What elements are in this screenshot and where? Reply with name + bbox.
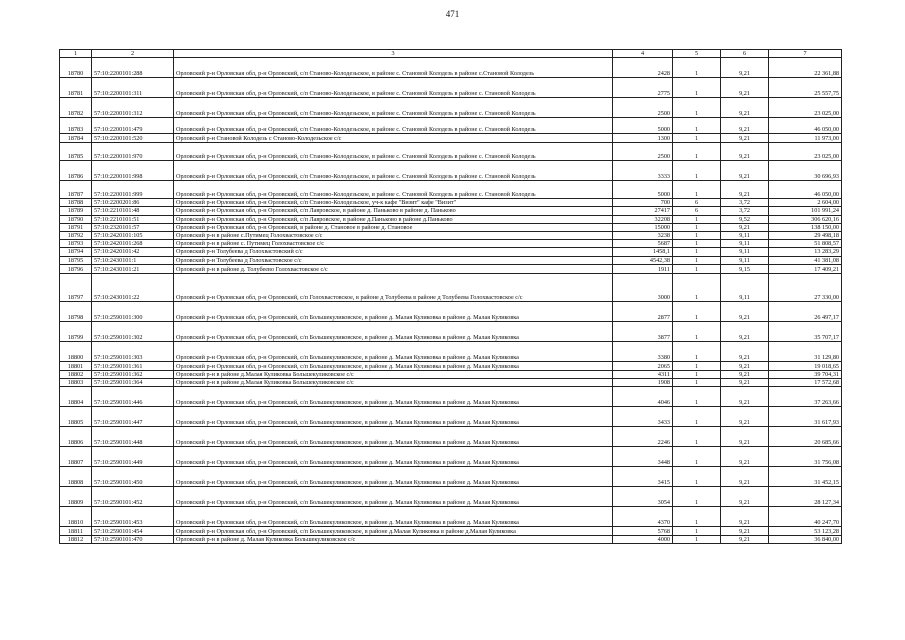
coefficient: 1 bbox=[673, 232, 721, 240]
plot-area: 5768 bbox=[613, 527, 673, 536]
table-row bbox=[60, 256, 842, 264]
cadastral-number: 57:10:2200101:970 bbox=[92, 143, 174, 161]
tax-rate: 9,21 bbox=[721, 78, 769, 98]
row-number: 18781 bbox=[60, 78, 92, 98]
table-row bbox=[60, 387, 842, 407]
tax-rate: 9,21 bbox=[721, 387, 769, 407]
plot-description: Орловский р-н Орловская обл, р-н Орловский, с/п Большекуликовское, в районе д. Малая Куликовка в районе д. Малая Куликовка bbox=[174, 447, 613, 467]
table-row bbox=[60, 240, 842, 248]
cadastral-number: 57:10:2200101:520 bbox=[92, 134, 174, 143]
plot-area: 5000 bbox=[613, 118, 673, 134]
column-header: 4 bbox=[613, 50, 673, 58]
row-number: 18788 bbox=[60, 199, 92, 207]
row-number: 18795 bbox=[60, 256, 92, 264]
row-number: 18790 bbox=[60, 215, 92, 223]
plot-area: 27417 bbox=[613, 207, 673, 215]
row-number: 18798 bbox=[60, 301, 92, 321]
table-row bbox=[60, 427, 842, 447]
row-number: 18801 bbox=[60, 361, 92, 370]
amount: 29 498,18 bbox=[769, 232, 842, 240]
row-number: 18785 bbox=[60, 143, 92, 161]
amount: 138 150,00 bbox=[769, 223, 842, 231]
plot-area: 700 bbox=[613, 199, 673, 207]
cadastral-number: 57:10:2590101:446 bbox=[92, 387, 174, 407]
coefficient: 1 bbox=[673, 447, 721, 467]
cadastral-number: 57:10:2420101:268 bbox=[92, 240, 174, 248]
cadastral-number: 57:10:2200101:312 bbox=[92, 98, 174, 118]
plot-area: 2428 bbox=[613, 58, 673, 78]
tax-rate: 9,21 bbox=[721, 536, 769, 544]
plot-description: Орловский р-н в районе д.Малая Куликовка Большекуликовское с/с bbox=[174, 379, 613, 387]
coefficient: 1 bbox=[673, 321, 721, 341]
plot-description: Орловский р-н Орловская обл, р-н Орловский, с/п Большекуликовское, в районе д. Малая Куликовка в районе д. Малая Куликовка bbox=[174, 427, 613, 447]
row-number: 18782 bbox=[60, 98, 92, 118]
cadastral-number: 57:10:2590101:361 bbox=[92, 361, 174, 370]
amount: 17 572,68 bbox=[769, 379, 842, 387]
plot-area: 2775 bbox=[613, 78, 673, 98]
amount: 23 025,00 bbox=[769, 98, 842, 118]
coefficient: 1 bbox=[673, 507, 721, 527]
table-row bbox=[60, 361, 842, 370]
coefficient: 1 bbox=[673, 341, 721, 361]
row-number: 18809 bbox=[60, 487, 92, 507]
row-number: 18791 bbox=[60, 223, 92, 231]
plot-description: Орловский р-н Орловская обл, р-н Орловский, с/п Большекуликовское, в районе д. Малая Куликовка в районе д. Малая Куликовка bbox=[174, 321, 613, 341]
coefficient: 1 bbox=[673, 370, 721, 378]
row-number: 18808 bbox=[60, 467, 92, 487]
cadastral-number: 57:10:2590101:300 bbox=[92, 301, 174, 321]
plot-description: Орловский р-н Орловская обл, р-н Орловский, с/п Станово-Колодезьское, в районе с. Становой Колодезь в районе с. Становой Колодезь bbox=[174, 181, 613, 199]
tax-rate: 9,21 bbox=[721, 118, 769, 134]
cadastral-number: 57:10:2420101:105 bbox=[92, 232, 174, 240]
coefficient: 1 bbox=[673, 273, 721, 301]
plot-description: Орловский р-н Орловская обл, р-н Орловский, с/п Голохвастовское, в районе д Толубеева в районе д Толубеева Голохвастовское с/с bbox=[174, 273, 613, 301]
column-header: 2 bbox=[92, 50, 174, 58]
plot-description: Орловский р-н Орловская обл, р-н Орловский, с/п Большекуликовское, в районе д. Малая Куликовка в районе д. Малая Куликовка bbox=[174, 341, 613, 361]
column-header: 6 bbox=[721, 50, 769, 58]
amount: 53 123,28 bbox=[769, 527, 842, 536]
amount: 101 991,24 bbox=[769, 207, 842, 215]
tax-rate: 9,21 bbox=[721, 407, 769, 427]
cadastral-number: 57:10:2590101:449 bbox=[92, 447, 174, 467]
table-row bbox=[60, 207, 842, 215]
table-row bbox=[60, 536, 842, 544]
table-row bbox=[60, 341, 842, 361]
coefficient: 1 bbox=[673, 143, 721, 161]
plot-area: 32208 bbox=[613, 215, 673, 223]
page-number: 471 bbox=[445, 9, 460, 19]
plot-area: 5000 bbox=[613, 181, 673, 199]
cadastral-number: 57:10:2210101:51 bbox=[92, 215, 174, 223]
amount: 17 409,21 bbox=[769, 264, 842, 273]
tax-rate: 9,11 bbox=[721, 256, 769, 264]
row-number: 18800 bbox=[60, 341, 92, 361]
table-row bbox=[60, 467, 842, 487]
plot-description: Орловский р-н Орловская обл, р-н Орловский, с/п Станово-Колодезьское, уч-к кафе "Визит" кафе "Визит" bbox=[174, 199, 613, 207]
row-number: 18796 bbox=[60, 264, 92, 273]
amount: 31 756,08 bbox=[769, 447, 842, 467]
table-row bbox=[60, 370, 842, 378]
tax-rate: 9,11 bbox=[721, 240, 769, 248]
table-row bbox=[60, 447, 842, 467]
amount: 27 330,00 bbox=[769, 273, 842, 301]
cadastral-number: 57:10:2210101:48 bbox=[92, 207, 174, 215]
plot-description: Орловский р-н Толубеева д Голохвастовский с/с bbox=[174, 248, 613, 256]
plot-area: 2065 bbox=[613, 361, 673, 370]
plot-area: 3054 bbox=[613, 487, 673, 507]
plot-area: 4542,38 bbox=[613, 256, 673, 264]
tax-rate: 9,21 bbox=[721, 361, 769, 370]
coefficient: 1 bbox=[673, 223, 721, 231]
amount: 28 127,34 bbox=[769, 487, 842, 507]
amount: 20 685,66 bbox=[769, 427, 842, 447]
tax-rate: 9,21 bbox=[721, 134, 769, 143]
tax-rate: 9,11 bbox=[721, 232, 769, 240]
row-number: 18811 bbox=[60, 527, 92, 536]
amount: 2 604,00 bbox=[769, 199, 842, 207]
amount: 25 557,75 bbox=[769, 78, 842, 98]
cadastral-number: 57:10:2430101:22 bbox=[92, 273, 174, 301]
coefficient: 1 bbox=[673, 134, 721, 143]
plot-description: Орловский р-н Становой Колодезь с Станово-Колодезьское с/с bbox=[174, 134, 613, 143]
plot-description: Орловский р-н в районе д.Малая Куликовка Большекуликовское с/с bbox=[174, 370, 613, 378]
coefficient: 1 bbox=[673, 487, 721, 507]
tax-rate: 9,21 bbox=[721, 507, 769, 527]
amount: 41 381,08 bbox=[769, 256, 842, 264]
amount: 30 696,93 bbox=[769, 161, 842, 181]
tax-rate: 9,21 bbox=[721, 527, 769, 536]
table-row bbox=[60, 507, 842, 527]
plot-description: Орловский р-н в районе д. Толубеево Голохвастовское с/с bbox=[174, 264, 613, 273]
cadastral-number: 57:10:2590101:453 bbox=[92, 507, 174, 527]
tax-rate: 9,11 bbox=[721, 248, 769, 256]
tax-rate: 9,21 bbox=[721, 58, 769, 78]
land-plot-registry-table bbox=[59, 49, 842, 544]
cadastral-number: 57:10:2200101:998 bbox=[92, 161, 174, 181]
plot-area: 2500 bbox=[613, 98, 673, 118]
plot-description: Орловский р-н Орловская обл, р-н Орловский, с/п Большекуликовское, в районе д. Малая Куликовка в районе д. Малая Куликовка bbox=[174, 407, 613, 427]
tax-rate: 9,21 bbox=[721, 181, 769, 199]
tax-rate: 9,21 bbox=[721, 341, 769, 361]
amount: 26 497,17 bbox=[769, 301, 842, 321]
table-row bbox=[60, 143, 842, 161]
table-row bbox=[60, 264, 842, 273]
row-number: 18804 bbox=[60, 387, 92, 407]
cadastral-number: 57:10:2430101:1 bbox=[92, 256, 174, 264]
plot-area: 3000 bbox=[613, 273, 673, 301]
cadastral-number: 57:10:2430101:21 bbox=[92, 264, 174, 273]
coefficient: 1 bbox=[673, 256, 721, 264]
row-number: 18812 bbox=[60, 536, 92, 544]
plot-area: 1911 bbox=[613, 264, 673, 273]
row-number: 18807 bbox=[60, 447, 92, 467]
table-row bbox=[60, 321, 842, 341]
row-number: 18789 bbox=[60, 207, 92, 215]
plot-area: 4311 bbox=[613, 370, 673, 378]
table-row bbox=[60, 181, 842, 199]
plot-area: 1300 bbox=[613, 134, 673, 143]
plot-description: Орловский р-н в районе с.Путимец Голохвастовское с/с bbox=[174, 232, 613, 240]
plot-area: 2877 bbox=[613, 301, 673, 321]
amount: 13 283,29 bbox=[769, 248, 842, 256]
plot-area: 3448 bbox=[613, 447, 673, 467]
table-row bbox=[60, 223, 842, 231]
plot-description: Орловский р-н Орловская обл, р-н Орловский, с/п Станово-Колодезьское, в районе с. Становой Колодезь в районе с. Становой Колодезь bbox=[174, 78, 613, 98]
tax-rate: 9,21 bbox=[721, 143, 769, 161]
table-row bbox=[60, 527, 842, 536]
amount: 11 973,00 bbox=[769, 134, 842, 143]
tax-rate: 9,21 bbox=[721, 467, 769, 487]
table-row bbox=[60, 487, 842, 507]
row-number: 18805 bbox=[60, 407, 92, 427]
row-number: 18802 bbox=[60, 370, 92, 378]
column-number-header bbox=[60, 50, 842, 58]
row-number: 18792 bbox=[60, 232, 92, 240]
table-row bbox=[60, 273, 842, 301]
cadastral-number: 57:10:2200101:999 bbox=[92, 181, 174, 199]
table-row bbox=[60, 248, 842, 256]
table-row bbox=[60, 118, 842, 134]
row-number: 18786 bbox=[60, 161, 92, 181]
row-number: 18787 bbox=[60, 181, 92, 199]
amount: 23 025,00 bbox=[769, 143, 842, 161]
row-number: 18797 bbox=[60, 273, 92, 301]
tax-rate: 9,52 bbox=[721, 215, 769, 223]
coefficient: 1 bbox=[673, 379, 721, 387]
plot-description: Орловский р-н в районе с. Путимец Голохвастовское с/с bbox=[174, 240, 613, 248]
amount: 35 707,17 bbox=[769, 321, 842, 341]
row-number: 18783 bbox=[60, 118, 92, 134]
cadastral-number: 57:10:2590101:302 bbox=[92, 321, 174, 341]
cadastral-number: 57:10:2590101:303 bbox=[92, 341, 174, 361]
amount: 39 704,31 bbox=[769, 370, 842, 378]
coefficient: 1 bbox=[673, 161, 721, 181]
plot-area: 3433 bbox=[613, 407, 673, 427]
amount: 46 050,00 bbox=[769, 181, 842, 199]
coefficient: 1 bbox=[673, 536, 721, 544]
cadastral-number: 57:10:2590101:450 bbox=[92, 467, 174, 487]
amount: 46 050,00 bbox=[769, 118, 842, 134]
cadastral-number: 57:10:2590101:362 bbox=[92, 370, 174, 378]
plot-description: Орловский р-н Орловская обл, р-н Орловский, с/п Станово-Колодезьское, в районе с. Становой Колодезь в районе с. Становой Колодезь bbox=[174, 161, 613, 181]
row-number: 18793 bbox=[60, 240, 92, 248]
cadastral-number: 57:10:2200201:86 bbox=[92, 199, 174, 207]
table-row bbox=[60, 407, 842, 427]
plot-description: Орловский р-н Орловская обл, р-н Орловский, с/п Большекуликовское, в районе д. Малая Куликовка в районе д. Малая Куликовка bbox=[174, 467, 613, 487]
coefficient: 1 bbox=[673, 181, 721, 199]
plot-area: 1458,1 bbox=[613, 248, 673, 256]
coefficient: 1 bbox=[673, 387, 721, 407]
table-row bbox=[60, 379, 842, 387]
cadastral-number: 57:10:2320101:57 bbox=[92, 223, 174, 231]
plot-area: 3877 bbox=[613, 321, 673, 341]
cadastral-number: 57:10:2590101:364 bbox=[92, 379, 174, 387]
tax-rate: 9,21 bbox=[721, 370, 769, 378]
table-row bbox=[60, 301, 842, 321]
plot-description: Орловский р-н Орловская обл, р-н Орловский, с/п Лавровское, в районе д.Паньково в районе д.Паньково bbox=[174, 215, 613, 223]
coefficient: 1 bbox=[673, 527, 721, 536]
plot-description: Орловский р-н в районе д. Малая Куликовка Большекуликовское с/с bbox=[174, 536, 613, 544]
plot-description: Орловский р-н Орловская обл, р-н Орловский, с/п Станово-Колодезьское, в районе с. Становой Колодезь в районе с.Становой Колодезь bbox=[174, 58, 613, 78]
plot-area: 3380 bbox=[613, 341, 673, 361]
coefficient: 1 bbox=[673, 78, 721, 98]
column-header: 7 bbox=[769, 50, 842, 58]
tax-rate: 9,21 bbox=[721, 487, 769, 507]
tax-rate: 9,21 bbox=[721, 321, 769, 341]
table-row bbox=[60, 232, 842, 240]
row-number: 18799 bbox=[60, 321, 92, 341]
row-number: 18810 bbox=[60, 507, 92, 527]
plot-description: Орловский р-н Орловская обл, р-н Орловский, с/п Большекуликовское, в районе д. Малая Куликовка в районе д. Малая Куликовка bbox=[174, 301, 613, 321]
column-header: 1 bbox=[60, 50, 92, 58]
row-number: 18780 bbox=[60, 58, 92, 78]
amount: 22 361,88 bbox=[769, 58, 842, 78]
table-row bbox=[60, 215, 842, 223]
plot-description: Орловский р-н Орловская обл, р-н Орловский, с/п Станово-Колодезьское, в районе с. Становой Колодезь в районе с. Становой Колодезь bbox=[174, 143, 613, 161]
tax-rate: 9,21 bbox=[721, 301, 769, 321]
plot-area: 4370 bbox=[613, 507, 673, 527]
plot-description: Орловский р-н Орловская обл, р-н Орловский, с/п Большекуликовское, в районе д. Малая Куликовка в районе д. Малая Куликовка bbox=[174, 487, 613, 507]
amount: 31 129,80 bbox=[769, 341, 842, 361]
cadastral-number: 57:10:2590101:454 bbox=[92, 527, 174, 536]
table-row bbox=[60, 199, 842, 207]
cadastral-number: 57:10:2590101:452 bbox=[92, 487, 174, 507]
row-number: 18806 bbox=[60, 427, 92, 447]
cadastral-number: 57:10:2200101:311 bbox=[92, 78, 174, 98]
cadastral-number: 57:10:2590101:448 bbox=[92, 427, 174, 447]
cadastral-number: 57:10:2200101:288 bbox=[92, 58, 174, 78]
table-row bbox=[60, 161, 842, 181]
tax-rate: 9,21 bbox=[721, 379, 769, 387]
cadastral-number: 57:10:2420101:42 bbox=[92, 248, 174, 256]
coefficient: 6 bbox=[673, 199, 721, 207]
plot-description: Орловский р-н Толубеева д Голохвастовское с/с bbox=[174, 256, 613, 264]
plot-description: Орловский р-н Орловская обл, р-н Орловский, с/п Станово-Колодезьское, в районе с. Становой Колодезь в районе с. Становой Колодезь bbox=[174, 98, 613, 118]
tax-rate: 9,21 bbox=[721, 223, 769, 231]
table-row bbox=[60, 78, 842, 98]
amount: 51 808,57 bbox=[769, 240, 842, 248]
coefficient: 1 bbox=[673, 118, 721, 134]
coefficient: 1 bbox=[673, 264, 721, 273]
coefficient: 1 bbox=[673, 361, 721, 370]
column-header: 3 bbox=[174, 50, 613, 58]
tax-rate: 9,15 bbox=[721, 264, 769, 273]
cadastral-number: 57:10:2590101:447 bbox=[92, 407, 174, 427]
coefficient: 6 bbox=[673, 207, 721, 215]
tax-rate: 9,21 bbox=[721, 98, 769, 118]
plot-description: Орловский р-н Орловская обл, р-н Орловский, с/п Большекуликовское, в районе д. Малая Куликовка в районе д. Малая Куликовка bbox=[174, 507, 613, 527]
table-row bbox=[60, 58, 842, 78]
row-number: 18784 bbox=[60, 134, 92, 143]
amount: 19 018,65 bbox=[769, 361, 842, 370]
coefficient: 1 bbox=[673, 98, 721, 118]
table-row bbox=[60, 134, 842, 143]
coefficient: 1 bbox=[673, 407, 721, 427]
plot-area: 4046 bbox=[613, 387, 673, 407]
tax-rate: 3,72 bbox=[721, 199, 769, 207]
plot-description: Орловский р-н Орловская обл, р-н Орловский, с/п Большекуликовское, в районе д. Малая Куликовка в районе д. Малая Куликовка bbox=[174, 387, 613, 407]
plot-description: Орловский р-н Орловская обл, р-н Орловский, в районе д. Становое в районе д. Становое bbox=[174, 223, 613, 231]
amount: 31 452,15 bbox=[769, 467, 842, 487]
row-number: 18794 bbox=[60, 248, 92, 256]
tax-rate: 3,72 bbox=[721, 207, 769, 215]
cadastral-number: 57:10:2200101:479 bbox=[92, 118, 174, 134]
plot-area: 2246 bbox=[613, 427, 673, 447]
amount: 306 620,16 bbox=[769, 215, 842, 223]
coefficient: 1 bbox=[673, 248, 721, 256]
coefficient: 1 bbox=[673, 301, 721, 321]
plot-area: 1908 bbox=[613, 379, 673, 387]
coefficient: 1 bbox=[673, 240, 721, 248]
plot-area: 3415 bbox=[613, 467, 673, 487]
plot-description: Орловский р-н Орловская обл, р-н Орловский, с/п Большекуликовское, в районе д. Малая Куликовка в районе д. Малая Куликовка bbox=[174, 361, 613, 370]
amount: 37 263,66 bbox=[769, 387, 842, 407]
plot-description: Орловский р-н Орловская обл, р-н Орловский, с/п Лавровское, в районе д. Паньково в районе д. Паньково bbox=[174, 207, 613, 215]
amount: 36 840,00 bbox=[769, 536, 842, 544]
plot-area: 3238 bbox=[613, 232, 673, 240]
plot-area: 2500 bbox=[613, 143, 673, 161]
plot-area: 15000 bbox=[613, 223, 673, 231]
tax-rate: 9,21 bbox=[721, 161, 769, 181]
tax-rate: 9,21 bbox=[721, 447, 769, 467]
row-number: 18803 bbox=[60, 379, 92, 387]
amount: 31 617,93 bbox=[769, 407, 842, 427]
coefficient: 1 bbox=[673, 467, 721, 487]
coefficient: 1 bbox=[673, 215, 721, 223]
plot-description: Орловский р-н Орловская обл, р-н Орловский, с/п Станово-Колодезьское, в районе с. Становой Колодезь в районе с. Становой Колодезь bbox=[174, 118, 613, 134]
plot-area: 4000 bbox=[613, 536, 673, 544]
coefficient: 1 bbox=[673, 427, 721, 447]
table-row bbox=[60, 98, 842, 118]
plot-description: Орловский р-н Орловская обл, р-н Орловский, с/п Большекуликовское, в районе д.Малая Куликовка в районе д.Малая Куликовка bbox=[174, 527, 613, 536]
tax-rate: 9,11 bbox=[721, 273, 769, 301]
cadastral-number: 57:10:2590101:470 bbox=[92, 536, 174, 544]
amount: 40 247,70 bbox=[769, 507, 842, 527]
tax-rate: 9,21 bbox=[721, 427, 769, 447]
column-header: 5 bbox=[673, 50, 721, 58]
plot-area: 5687 bbox=[613, 240, 673, 248]
coefficient: 1 bbox=[673, 58, 721, 78]
plot-area: 3333 bbox=[613, 161, 673, 181]
